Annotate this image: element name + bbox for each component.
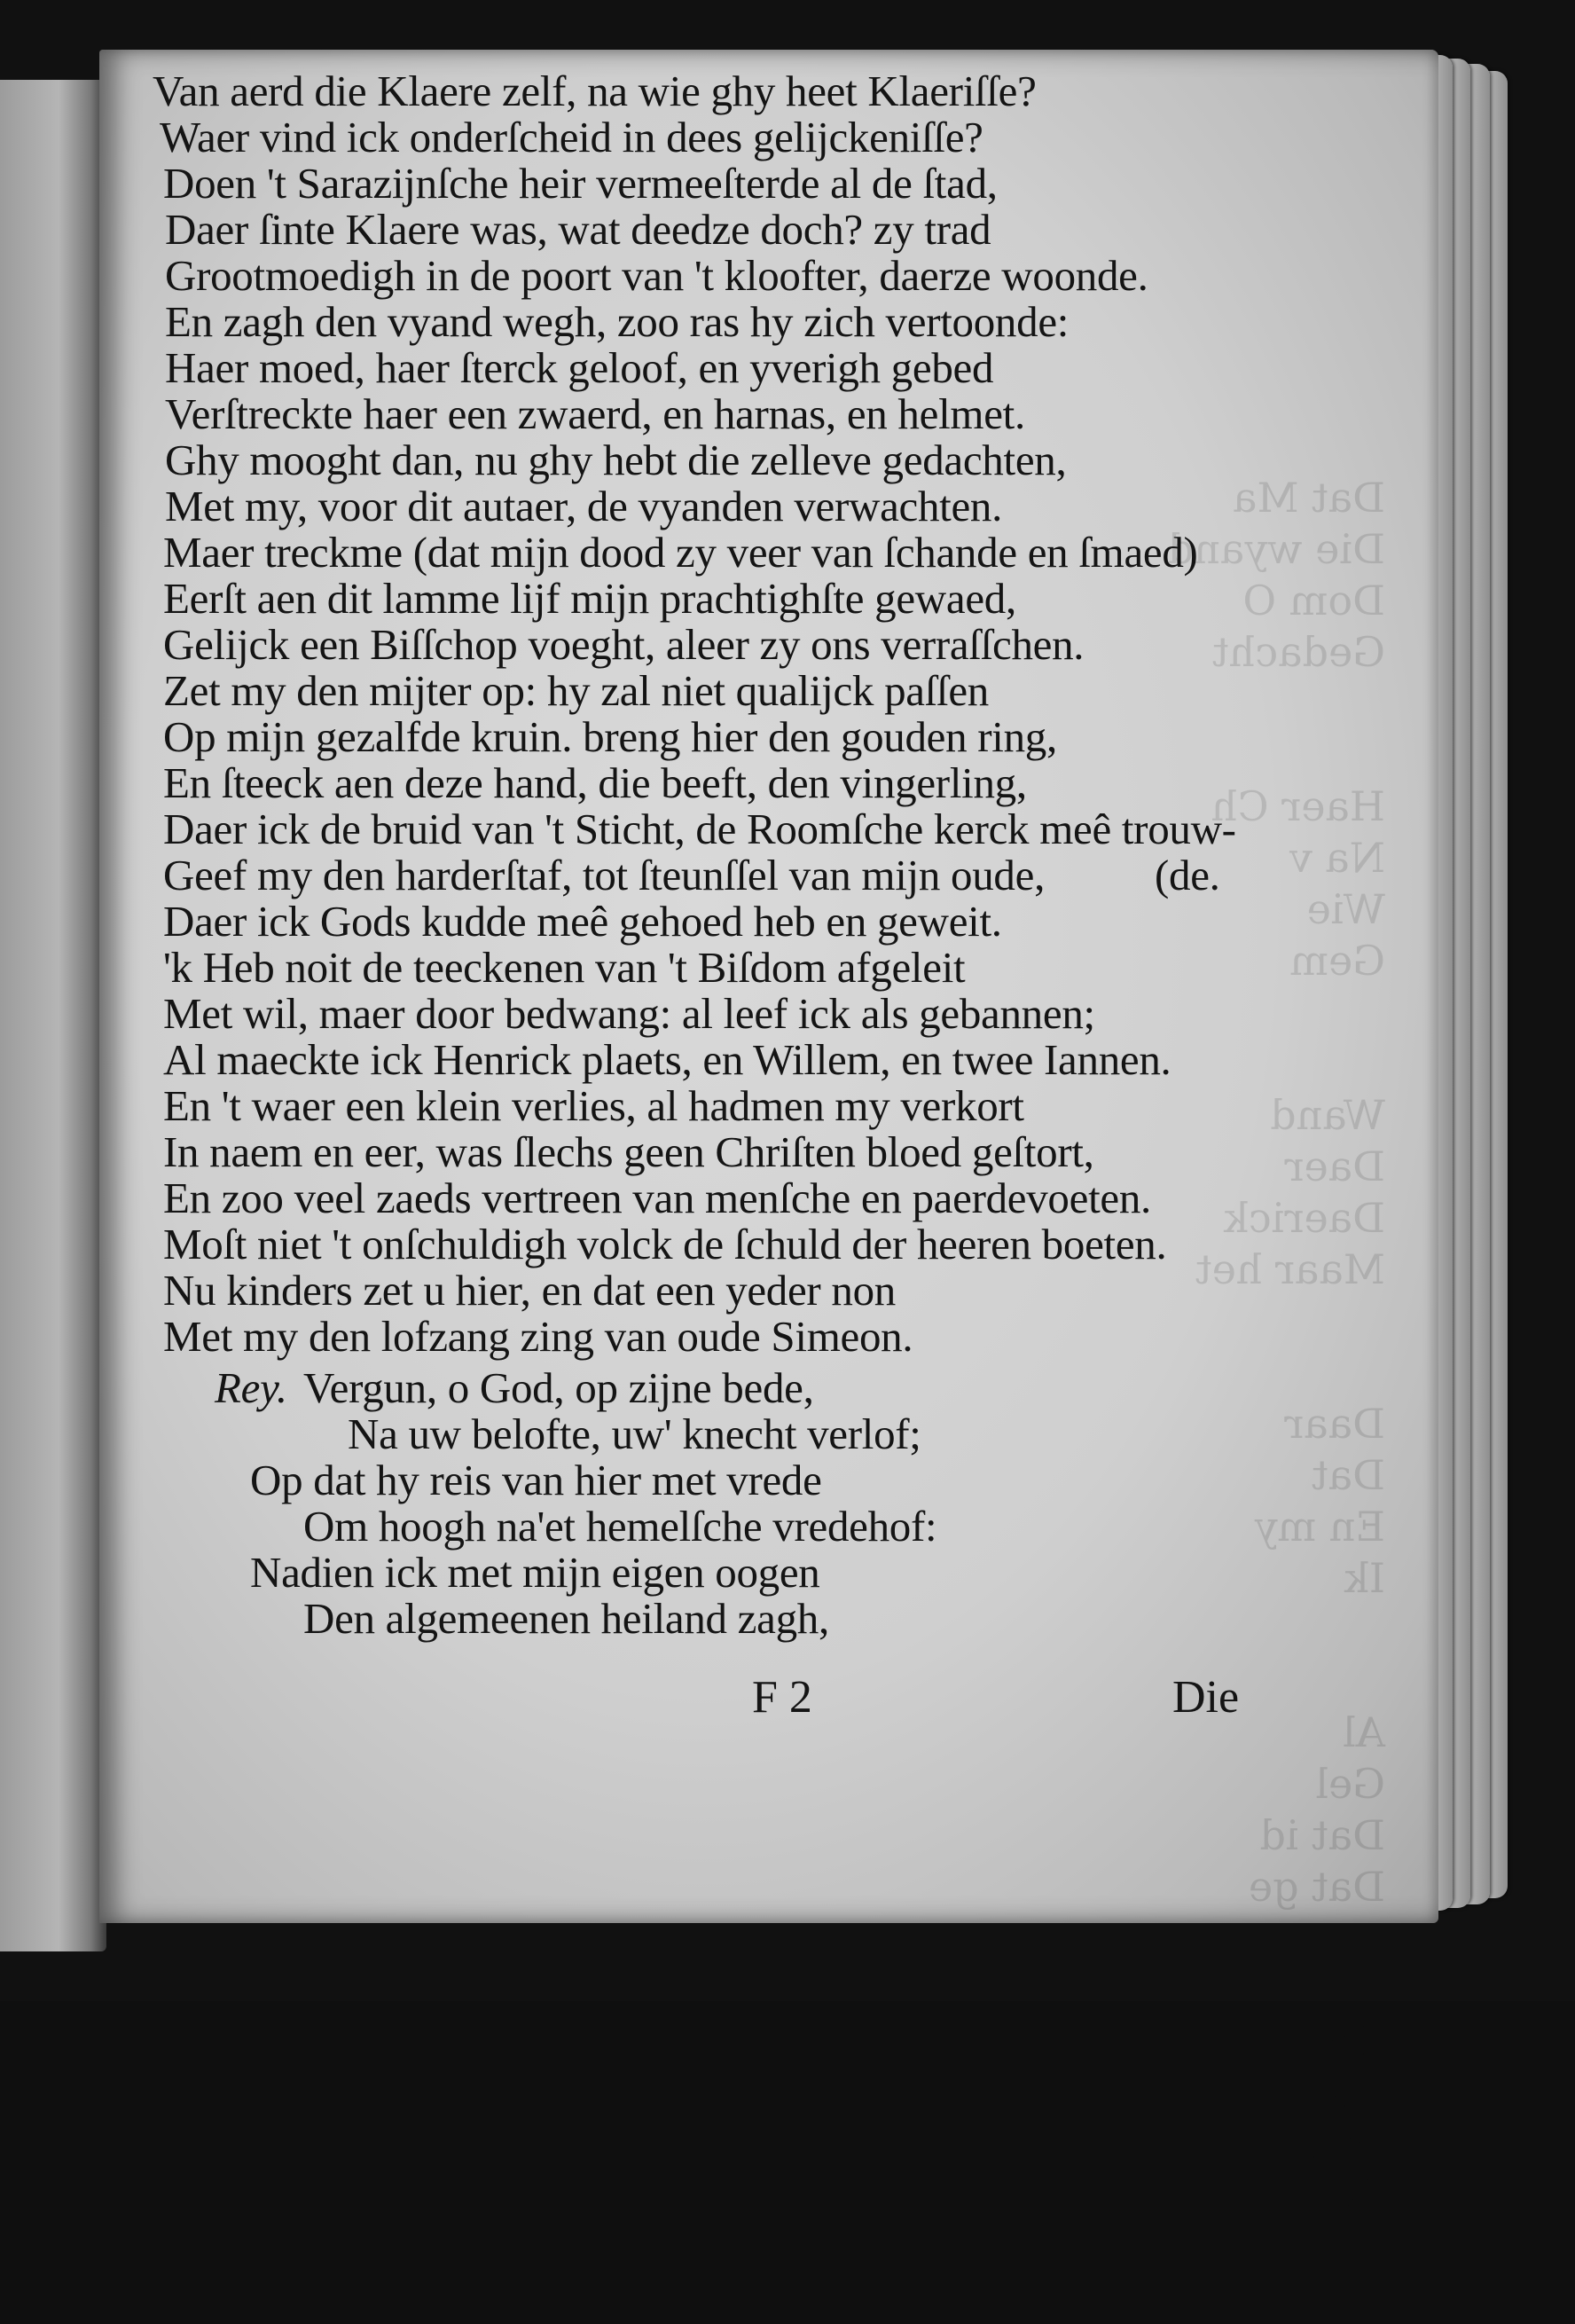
- speaker-label: Rey.: [215, 1363, 287, 1412]
- verse-line: Ghy mooght dan, nu ghy hebt die zelleve gedachten,: [165, 436, 1067, 484]
- verse-line: Waer vind ick onderſcheid in dees gelijckeniſſe?: [160, 113, 983, 161]
- verse-line: Al maeckte ick Henrick plaets, en Willem, en twee Iannen.: [163, 1035, 1171, 1084]
- chorus-line: Na uw belofte, uw' knecht verlof;: [348, 1409, 921, 1458]
- verse-line: En zoo veel zaeds vertreen van menſche en paerdevoeten.: [163, 1174, 1151, 1222]
- verse-line: Daer ſinte Klaere was, wat deedze doch? zy trad: [165, 205, 991, 254]
- verse-continuation: (de.: [1155, 851, 1220, 899]
- verse-line: Eerſt aen dit lamme lijf mijn prachtighſte gewaed,: [163, 574, 1016, 623]
- chorus-line: Op dat hy reis van hier met vrede: [250, 1456, 822, 1504]
- verse-line: Zet my den mijter op: hy zal niet qualijck paſſen: [163, 666, 989, 715]
- chorus-line: Nadien ick met mijn eigen oogen: [250, 1548, 820, 1597]
- verse-line: Grootmoedigh in de poort van 't kloofter, daerze woonde.: [165, 251, 1148, 300]
- chorus-line: Om hoogh na'et hemelſche vredehof:: [303, 1502, 937, 1551]
- signature-mark: F 2: [752, 1672, 812, 1723]
- verse-line: Daer ick de bruid van 't Sticht, de Roomſche kerck meê trouw-: [163, 805, 1236, 853]
- verse-line: Geef my den harderſtaf, tot ſteunſſel van mijn oude,: [163, 851, 1046, 899]
- verse-line: Van aerd die Klaere zelf, na wie ghy heet Klaeriſſe?: [153, 67, 1037, 115]
- verse-line: In naem en eer, was ſlechs geen Chriſten bloed geſtort,: [163, 1127, 1094, 1176]
- verse-line: Doen 't Sarazijnſche heir vermeeſterde al de ſtad,: [163, 159, 998, 208]
- verse-line: En ſteeck aen deze hand, die beeft, den vingerling,: [163, 758, 1027, 807]
- verse-line: Gelijck een Biſſchop voeght, aleer zy ons verraſſchen.: [163, 620, 1085, 669]
- book-page: [99, 50, 1438, 2219]
- verse-line: 'k Heb noit de teeckenen van 't Biſdom afgeleit: [163, 943, 966, 992]
- chorus-line: Den algemeenen heiland zagh,: [303, 1594, 829, 1643]
- verse-line: Haer moed, haer ſterck geloof, en yverigh gebed: [165, 343, 994, 392]
- verse-line: En 't waer een klein verlies, al hadmen my verkort: [163, 1081, 1024, 1130]
- chorus-line: Vergun, o God, op zijne bede,: [303, 1363, 814, 1412]
- verse-line: Daer ick Gods kudde meê gehoed heb en geweit.: [163, 897, 1002, 946]
- facing-page-edge: [0, 80, 106, 1951]
- verse-line: Met my, voor dit autaer, de vyanden verwachten.: [165, 482, 1003, 530]
- verse-line: Nu kinders zet u hier, en dat een yeder non: [163, 1266, 896, 1315]
- verse-line: Op mijn gezalfde kruin. breng hier den gouden ring,: [163, 712, 1057, 761]
- verse-line: Verſtreckte haer een zwaerd, en harnas, en helmet.: [165, 389, 1025, 438]
- verse-line: Maer treckme (dat mijn dood zy veer van ſchande en ſmaed): [163, 528, 1198, 577]
- verse-line: Moſt niet 't onſchuldigh volck de ſchuld der heeren boeten.: [163, 1220, 1167, 1268]
- verse-line: En zagh den vyand wegh, zoo ras hy zich vertoonde:: [165, 297, 1070, 346]
- show-through-text: Dat Ma Die wyand Dom O Gedacht Haer Ch Na v Wie Gem Wand Daer Daerick Maar het Daar Dat En my Ik Al Gel Dat id Dat ge Het Ick Om Ik: [1167, 474, 1385, 2219]
- verse-line: Met wil, maer door bedwang: al leef ick als gebannen;: [163, 989, 1095, 1038]
- verse-line: Met my den lofzang zing van oude Simeon.: [163, 1312, 913, 1361]
- catchword: Die: [1172, 1672, 1240, 1723]
